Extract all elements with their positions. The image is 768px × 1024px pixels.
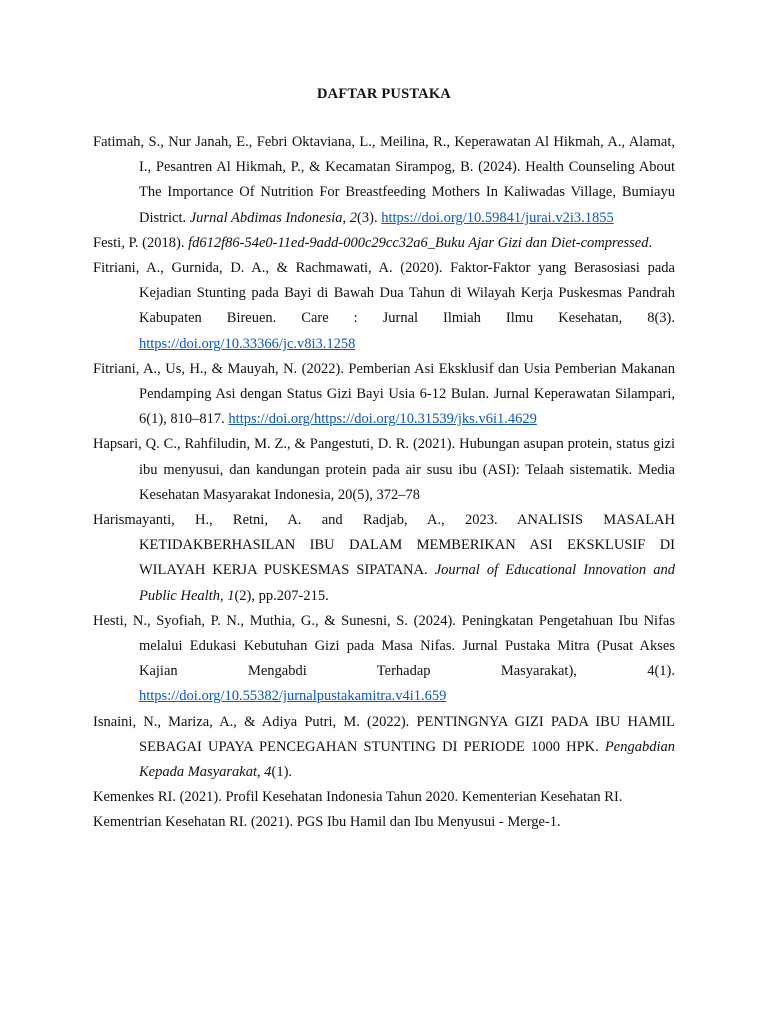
reference-entry (93, 130, 675, 231)
reference-text: . (648, 234, 653, 251)
reference-entry (93, 785, 675, 810)
reference-italic-text: Jurnal Abdimas Indonesia (189, 209, 343, 226)
reference-text: , (219, 587, 228, 604)
reference-italic-text: Pengabdian Kepada Masyarakat (139, 738, 675, 781)
reference-text: (3). (357, 209, 382, 226)
reference-text: Hesti, N., Syofiah, P. N., Muthia, G., & Sunesni, S. (2024). Peningkatan Pengetahuan Ibu Nifas melalui Edukasi Kebutuhan Gizi pada Masa Nifas. Jurnal Pustaka Mitra (Pusat Akses Kajian Mengabdi Terhadap Masyarakat), 4(1). (93, 612, 675, 680)
doi-link[interactable]: https://doi.org/10.59841/jurai.v2i3.1855 (381, 209, 614, 226)
doi-link[interactable]: https://doi.org/10.55382/jurnalpustakamitra.v4i1.659 (139, 688, 447, 705)
reference-entry (93, 231, 675, 256)
reference-entry (93, 357, 675, 433)
reference-entry (93, 432, 675, 508)
page-title: DAFTAR PUSTAKA (317, 86, 451, 102)
reference-text: Festi, P. (2018). (93, 234, 189, 251)
reference-text: Fitriani, A., Us, H., & Mauyah, N. (2022). Pemberian Asi Eksklusif dan Usia Pemberian Makanan Pendamping Asi dengan Status Gizi Bayi Usia 6-12 Bulan. Jurnal Keperawatan Silampari, 6(1), 810–817. (93, 360, 675, 428)
reference-text: , (342, 209, 350, 226)
doi-link[interactable]: https://doi.org/10.33366/jc.v8i3.1258 (139, 335, 356, 352)
reference-italic-text: 1 (227, 587, 235, 604)
reference-italic-text: 2 (349, 209, 358, 226)
reference-entry (93, 810, 675, 835)
reference-italic-text: Journal of Educational Innovation and Public Health (139, 562, 675, 604)
reference-text: Harismayanti, H., Retni, A. and Radjab, A., 2023. ANALISIS MASALAH KETIDAKBERHASILAN IBU DALAM MEMBERIKAN ASI EKSKLUSIF DI WILAYAH KERJA PUSKESMAS SIPATANA. (93, 512, 675, 579)
reference-text: Kementrian Kesehatan RI. (2021). PGS Ibu Hamil dan Ibu Menyusui - Merge-1. (93, 814, 561, 831)
reference-text: Isnaini, N., Mariza, A., & Adiya Putri, M. (2022). PENTINGNYA GIZI PADA IBU HAMIL SEBAGAI UPAYA PENCEGAHAN STUNTING DI PERIODE 1000 HPK. (93, 713, 675, 755)
reference-text: , (257, 764, 265, 781)
reference-entry (93, 256, 675, 357)
doi-link[interactable]: https://doi.org/https://doi.org/10.31539/jks.v6i1.4629 (228, 411, 537, 428)
reference-text: Fatimah, S., Nur Janah, E., Febri Oktaviana, L., Meilina, R., Keperawatan Al Hikmah, A., Alamat, I., Pesantren Al Hikmah, P., & Kecamatan Sirampog, B. (2024). Health Counseling About The Importance Of Nutrition For Breastfeeding Mothers In Kaliwadas Village, Bumiayu District. (93, 134, 675, 226)
reference-list (93, 130, 675, 836)
reference-italic-text: 4 (264, 764, 272, 781)
reference-text: Hapsari, Q. C., Rahfiludin, M. Z., & Pangestuti, D. R. (2021). Hubungan asupan protein, status gizi ibu menyusui, dan kandungan protein pada air susu ibu (ASI): Telaah sistematik. Media Kesehatan Masyarakat Indonesia, 20(5), 372–78 (93, 436, 675, 503)
reference-italic-text: fd612f86-54e0-11ed-9add-000c29cc32a6_Buku Ajar Gizi dan Diet-compressed (188, 234, 649, 251)
reference-text: (2), pp.207-215. (234, 587, 329, 604)
reference-entry (93, 609, 675, 710)
reference-entry (93, 508, 675, 609)
reference-text: (1). (271, 764, 293, 781)
reference-text: Fitriani, A., Gurnida, D. A., & Rachmawati, A. (2020). Faktor-Faktor yang Berasosiasi pada Kejadian Stunting pada Bayi di Bawah Dua Tahun di Wilayah Kerja Puskesmas Pandrah Kabupaten Bireuen. Care : Jurnal Ilmiah Ilmu Kesehatan, 8(3). (93, 260, 675, 327)
reference-text: Kemenkes RI. (2021). Profil Kesehatan Indonesia Tahun 2020. Kementerian Kesehatan RI. (93, 789, 623, 806)
reference-entry (93, 710, 675, 786)
